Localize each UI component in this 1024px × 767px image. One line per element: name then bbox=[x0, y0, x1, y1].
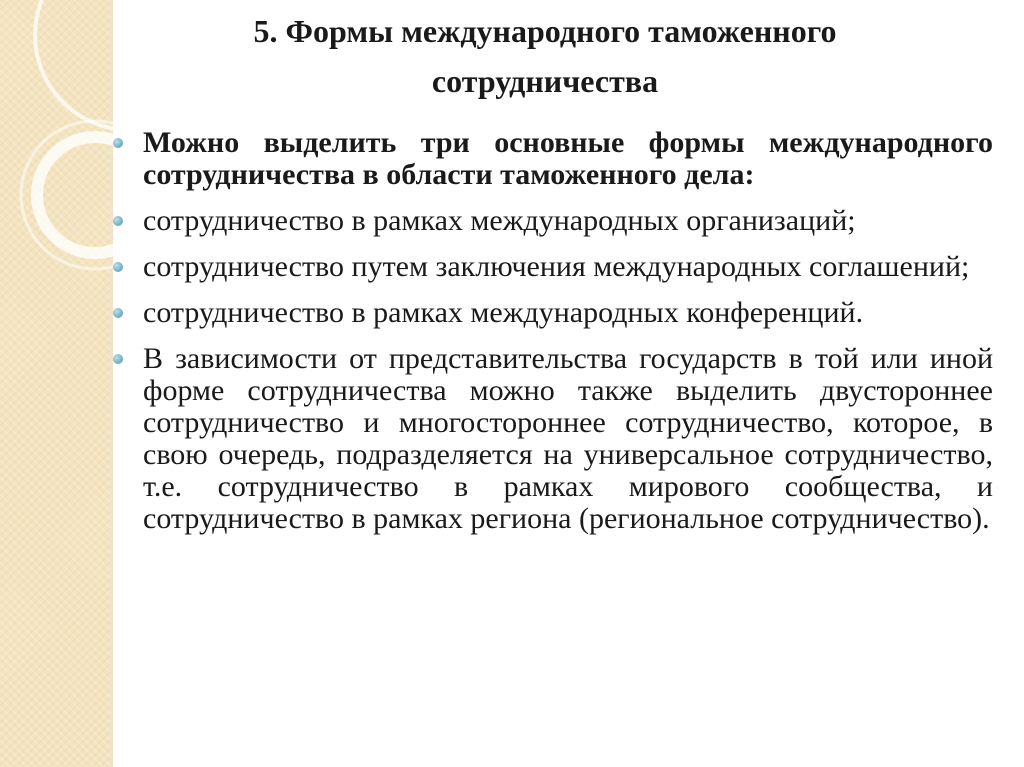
bullet-item-conferences bbox=[143, 297, 993, 329]
bullet-item-text: сотрудничество в рамках международных конференций. bbox=[143, 296, 864, 329]
bullet-item-text: сотрудничество в рамках международных организаций; bbox=[143, 204, 856, 237]
bullet-dot-icon bbox=[113, 354, 123, 364]
slide-title bbox=[115, 6, 975, 106]
slide-title-line-2: сотрудничества bbox=[431, 63, 659, 99]
bullet-item-representation bbox=[143, 343, 993, 535]
bullet-item-text: Можно выделить три основные формы международного сотрудничества в области таможенного дела: bbox=[143, 126, 993, 191]
bullet-dot-icon bbox=[113, 138, 123, 148]
bullet-item-text: В зависимости от представительства государств в той или иной форме сотрудничества можно также выделить двустороннее сотрудничество и многостороннее сотрудничество, которое, в свою очередь, подразделяется на универсальное сотрудничество, т.е. сотрудничество в рамках мирового сообщества, и сотрудничество в рамках региона (региональное сотрудничество). bbox=[143, 342, 993, 535]
bullet-dot-icon bbox=[113, 216, 123, 226]
bullet-dot-icon bbox=[113, 308, 123, 318]
bullet-item-organizations bbox=[143, 205, 993, 237]
bullet-dot-icon bbox=[113, 262, 123, 272]
slide-title-line-1: 5. Формы международного таможенного bbox=[253, 13, 837, 49]
bullet-item-text: сотрудничество путем заключения международных соглашений; bbox=[143, 250, 970, 283]
bullet-list bbox=[143, 127, 993, 549]
bullet-item-agreements bbox=[143, 251, 993, 283]
bullet-item-intro bbox=[143, 127, 993, 191]
